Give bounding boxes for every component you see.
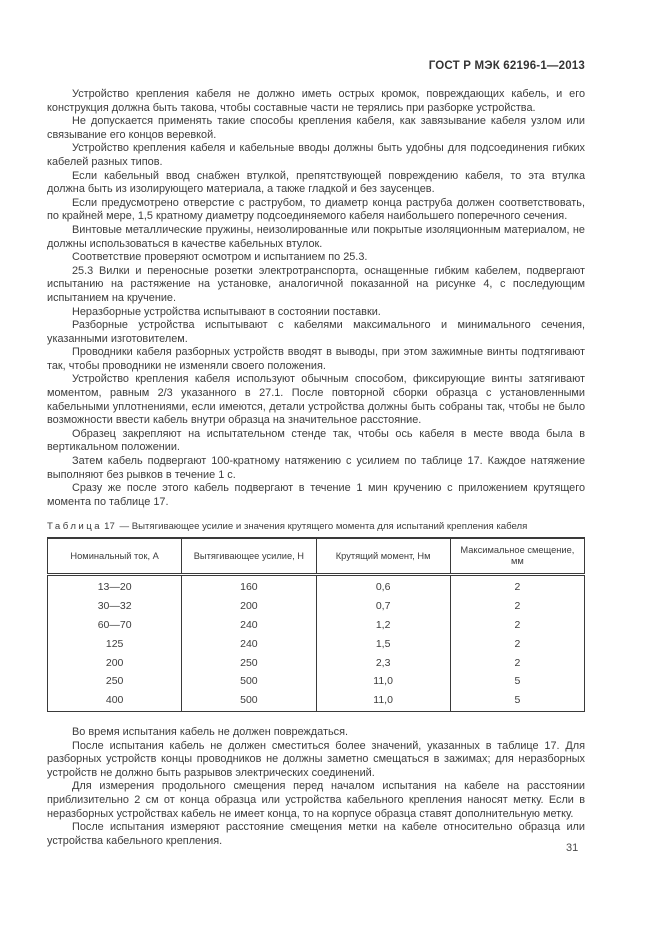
body-paragraph: Винтовые металлические пружины, неизолированные или покрытые изоляционным материалом, не должны использоваться в качестве кабельных втулок. [47,223,585,250]
body-paragraph: Образец закрепляют на испытательном стенде так, чтобы ось кабеля в месте ввода была в вертикальном положении. [47,427,585,454]
page-number: 31 [566,842,579,854]
body-paragraph: Если кабельный ввод снабжен втулкой, препятствующей повреждению кабеля, то эта втулка должна быть из изолирующего материала, а также гладкой и без заусенцев. [47,169,585,196]
col-header-torque: Крутящий момент, Нм [316,538,450,575]
after-table-text [47,726,585,848]
body-paragraph: Затем кабель подвергают 100-кратному натяжению с усилием по таблице 17. Каждое натяжение выполняют без рывков в течение 1 с. [47,455,585,481]
cell-torque: 0,7 [316,597,450,616]
body-paragraph: Устройство крепления кабеля не должно иметь острых кромок, повреждающих кабель, и его конструкция должна быть такова, чтобы составные части не терялись при разборке устройства. [47,88,585,114]
body-paragraph: Во время испытания кабель не должен повреждаться. [72,726,349,739]
cell-force: 240 [182,634,316,653]
table-row [48,634,585,653]
body-paragraph: Проводники кабеля разборных устройств вводят в выводы, при этом зажимные винты подтягивают так, чтобы проводники не изменяли своего положения. [47,346,585,372]
cell-current: 13—20 [97,581,132,594]
cell-torque: 2,3 [316,653,450,672]
cell-torque: 0,6 [316,575,450,597]
body-paragraph: Устройство крепления кабеля используют обычным способом, фиксирующие винты затягивают моментом, равным 2/3 указанного в 27.1. После повторной сборки образца с установленными кабельными уплотнениями, если имеются, детали устройства должны быть собраны так, чтобы не было возможности ввести кабель внутри образца на значительное расстояние. [47,373,585,427]
cell-displacement: 5 [450,691,584,712]
cell-displacement: 2 [450,597,584,616]
cell-force: 500 [182,691,316,712]
cell-displacement: 2 [450,653,584,672]
page-content [47,60,585,848]
cell-force: 160 [182,575,316,597]
cell-current: 30—32 [97,600,132,613]
body-paragraph: После испытания кабель не должен сместиться более значений, указанных в таблице 17. Для разборных устройств концы проводников не должны заметно смещаться в зажимах; для неразборных устройств не должно быть разрывов электрических соединений. [47,739,585,779]
cell-torque: 11,0 [316,672,450,691]
cell-displacement: 2 [450,616,584,635]
cell-torque: 1,5 [316,634,450,653]
body-paragraph: Неразборные устройства испытывают в состоянии поставки. [72,305,381,318]
table-row [48,672,585,691]
cell-current: 60—70 [97,618,132,631]
body-paragraph: После испытания измеряют расстояние смещения метки на кабеле относительно образца или устройства кабельного крепления. [47,821,585,847]
table-caption [47,521,585,532]
cell-current: 125 [105,637,124,650]
cell-current: 200 [105,656,124,669]
cell-displacement: 5 [450,672,584,691]
body-paragraph: Для измерения продольного смещения перед началом испытания на кабеле на расстоянии приблизительно 2 см от конца образца или устройства кабельного крепления наносят метку. Если в неразборных устройствах кабель не имеет конца, то на корпусе образца ставят дополнительную метку. [47,780,585,820]
cell-force: 240 [182,616,316,635]
cell-displacement: 2 [450,575,584,597]
table-row [48,575,585,597]
table-row [48,691,585,712]
table-row [48,597,585,616]
cell-force: 200 [182,597,316,616]
table-17 [47,537,585,712]
col-header-pull-force: Вытягивающее усилие, Н [182,538,316,575]
cell-current: 250 [105,675,124,688]
table-17-header [48,538,585,575]
body-paragraph-25-3: 25.3 Вилки и переносные розетки электротранспорта, оснащенные гибким кабелем, подвергают испытанию на растяжение на установке, аналогичной показанной на рисунке 4, с последующим испытанием на кручение. [47,264,585,304]
table-caption-title: — Вытягивающее усилие и значения крутящего момента для испытаний крепления кабеля [119,521,528,533]
cell-displacement: 2 [450,634,584,653]
body-paragraph: Не допускается применять такие способы крепления кабеля, как завязывание кабеля узлом или связывание его концов веревкой. [47,115,585,141]
table-header-row [48,538,585,575]
body-paragraph: Если предусмотрено отверстие с раструбом, то диаметр конца раструба должен соответствовать, по крайней мере, 1,5 кратному диаметру подсоединяемого кабеля наибольшего поперечного сечения. [47,196,585,223]
col-header-max-displacement: Максимальное смещение, мм [450,538,584,575]
body-paragraph: Сразу же после этого кабель подвергают в течение 1 мин кручению с приложением крутящего момента по таблице 17. [47,482,585,508]
body-paragraph: Устройство крепления кабеля и кабельные вводы должны быть удобны для подсоединения гибких кабелей разных типов. [47,142,585,168]
col-header-nominal-current: Номинальный ток, А [48,538,182,575]
cell-current: 400 [105,694,124,707]
body-paragraph: Соответствие проверяют осмотром и испытанием по 25.3. [72,251,368,264]
cell-torque: 11,0 [316,691,450,712]
cell-force: 500 [182,672,316,691]
table-caption-number: 17 [104,521,115,533]
cell-force: 250 [182,653,316,672]
table-row [48,653,585,672]
doc-number: ГОСТ Р МЭК 62196-1—2013 [428,60,585,72]
body-paragraph: Разборные устройства испытывают с кабелями максимального и минимального сечения, указанными изготовителем. [47,319,585,345]
table-caption-label: Таблица [47,521,103,533]
table-17-body [48,575,585,712]
cell-torque: 1,2 [316,616,450,635]
table-row [48,616,585,635]
